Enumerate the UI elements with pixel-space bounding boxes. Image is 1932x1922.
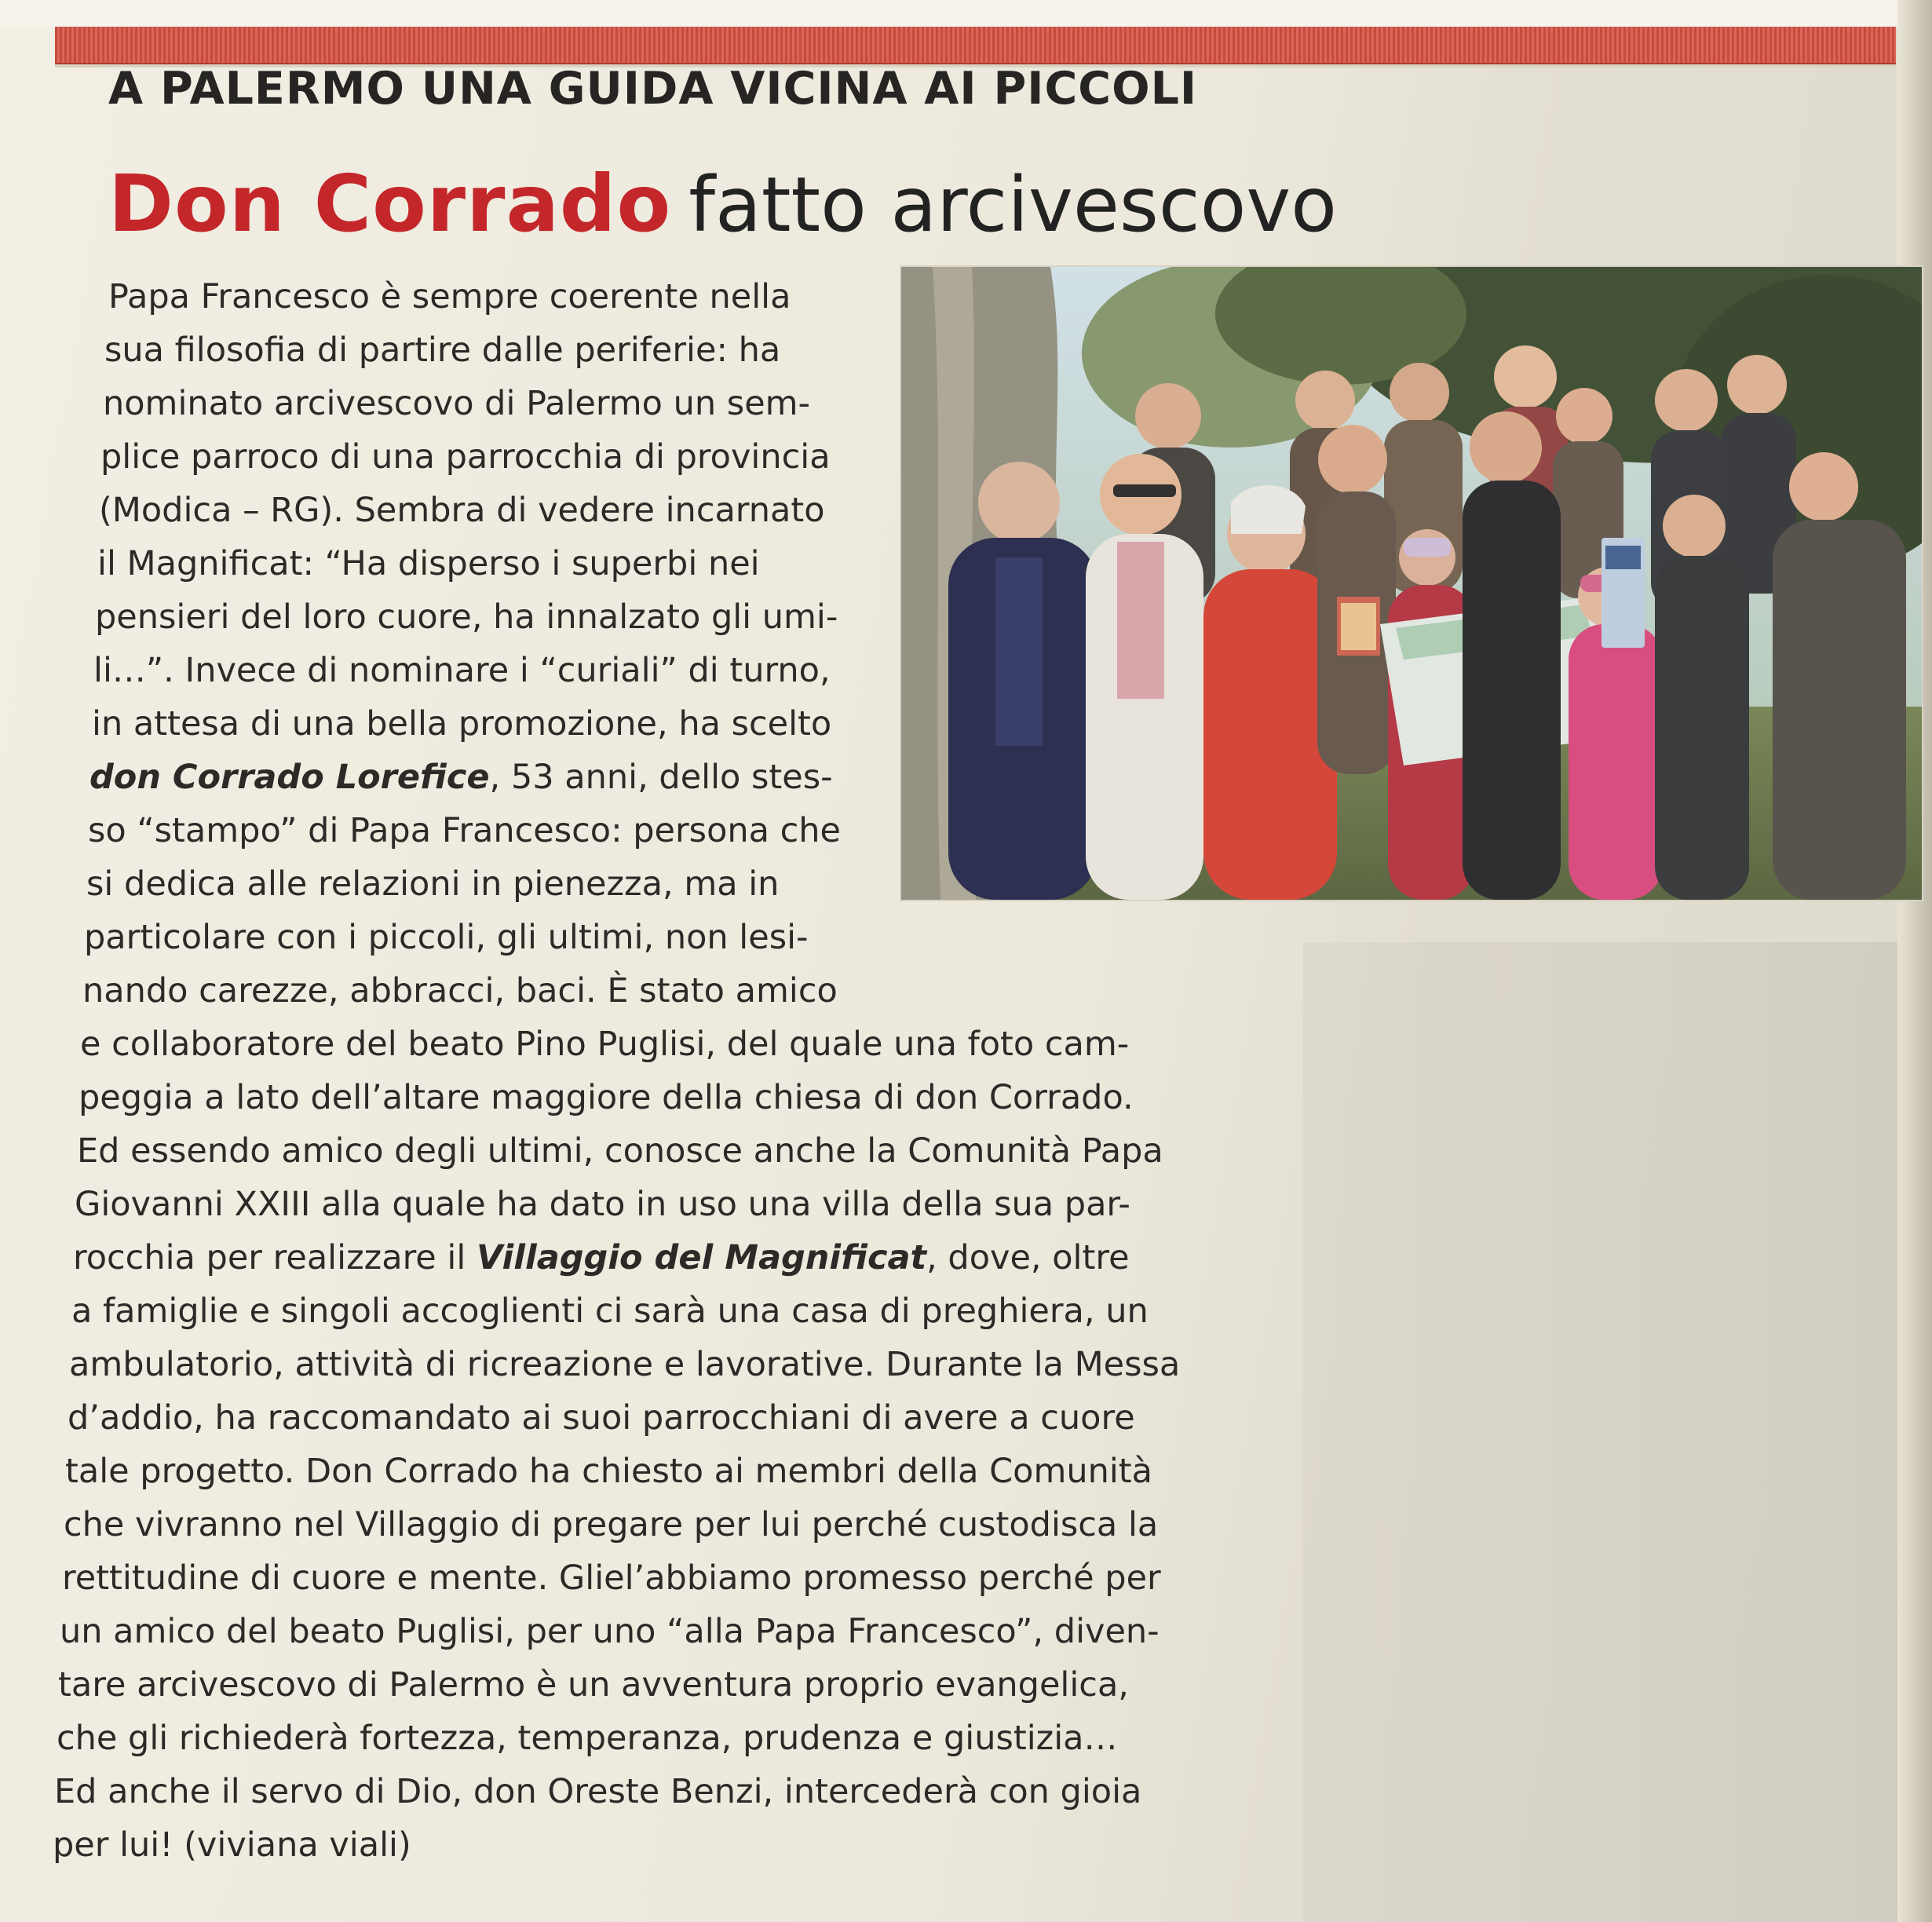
body-line: rettitudine di cuore e mente. Gliel’abbiamo promesso perché per [62,1558,1161,1598]
body-line: nando carezze, abbracci, baci. È stato amico [82,971,838,1010]
name-emphasis: don Corrado Lorefice [89,758,490,797]
body-line: pensieri del loro cuore, ha innalzato gli umi- [95,597,838,637]
body-line [73,1238,1130,1277]
body-line: plice parroco di una parrocchia di provincia [100,437,831,477]
body-line: il Magnificat: “Ha disperso i superbi nei [97,544,760,583]
body-line: li…”. Invece di nominare i “curiali” di turno, [93,651,831,690]
body-line: tale progetto. Don Corrado ha chiesto ai membri della Comunità [65,1452,1153,1491]
body-line: nominato arcivescovo di Palermo un sem- [103,384,811,423]
body-line: per lui! (viviana viali) [53,1825,411,1865]
body-line: Papa Francesco è sempre coerente nella [108,277,791,316]
article-kicker: A PALERMO UNA GUIDA VICINA AI PICCOLI [108,63,1198,115]
body-line: Giovanni XXIII alla quale ha dato in uso una villa della sua par- [75,1185,1130,1224]
body-line: tare arcivescovo di Palermo è un avventura proprio evangelica, [58,1665,1129,1705]
title-rest: fatto arcivescovo [688,161,1337,249]
body-line: d’addio, ha raccomandato ai suoi parrocchiani di avere a cuore [68,1398,1135,1438]
body-line: ambulatorio, attività di ricreazione e lavorative. Durante la Messa [69,1345,1181,1384]
body-line-tail: , 53 anni, dello stes- [489,758,833,797]
body-line: si dedica alle relazioni in pienezza, ma in [86,864,780,904]
body-line: (Modica – RG). Sembra di vedere incarnato [99,491,825,530]
body-line [89,758,833,797]
body-line-tail: , dove, oltre [926,1238,1130,1277]
body-line: che vivranno nel Villaggio di pregare per lui perché custodisca la [64,1505,1159,1544]
body-line: Ed essendo amico degli ultimi, conosce anche la Comunità Papa [77,1131,1163,1171]
body-line: sua filosofia di partire dalle periferie: ha [104,331,781,370]
body-line: che gli richiederà fortezza, temperanza, prudenza e giustizia… [57,1719,1118,1758]
body-line: in attesa di una bella promozione, ha scelto [92,704,832,744]
body-line: a famiglie e singoli accoglienti ci sarà una casa di preghiera, un [71,1292,1149,1331]
village-emphasis: Villaggio del Magnificat [476,1238,927,1277]
body-line-head: rocchia per realizzare il [73,1238,477,1277]
body-line: so “stampo” di Papa Francesco: persona che [88,811,841,850]
body-line: peggia a lato dell’altare maggiore della chiesa di don Corrado. [79,1078,1134,1117]
body-line: Ed anche il servo di Dio, don Oreste Benzi, intercederà con gioia [54,1772,1142,1811]
body-line: un amico del beato Puglisi, per uno “alla Papa Francesco”, diven- [60,1612,1160,1651]
body-line: particolare con i piccoli, gli ultimi, non lesi- [84,918,809,957]
body-line: e collaboratore del beato Pino Puglisi, del quale una foto cam- [80,1025,1130,1064]
title-highlight: Don Corrado [108,158,672,250]
